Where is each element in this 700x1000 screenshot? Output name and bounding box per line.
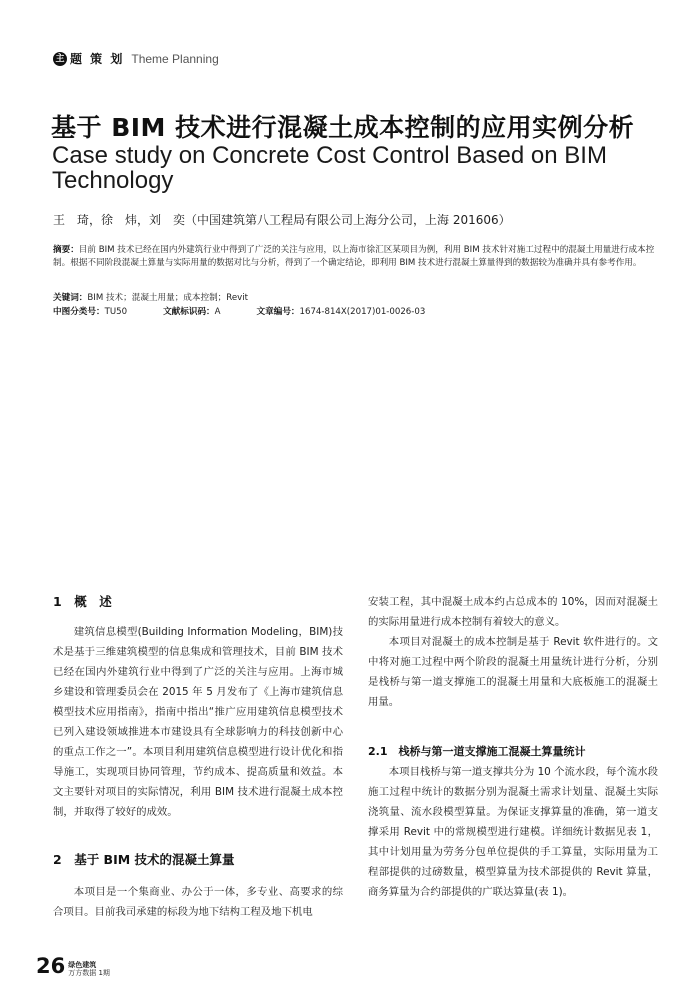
page-footer [36,956,110,977]
section-2-title: 2 基于 BIM 技术的混凝土算量 [53,852,235,867]
author-line: 王 琦，徐 炜，刘 奕（中国建筑第八工程局有限公司上海分公司，上海 201606） [53,213,511,227]
page-number: 26 [36,954,66,978]
classification-line [53,306,425,319]
article-title-en: Case study on Concrete Cost Control Based on BIM Technology [52,142,607,194]
right-column [368,592,658,902]
keywords-label: 关键词： [53,293,88,303]
article-number-value: 1674-814X(2017)01-0026-03 [299,307,426,317]
journal-line-2: 万方数据 1期 [68,969,110,977]
keywords-line [53,292,248,305]
doc-code-label: 文献标识码： [163,307,215,317]
clc-label: 中图分类号： [53,307,105,317]
section-badge-icon: 主 [53,52,67,66]
journal-name [68,961,110,977]
section-2-1-title: 2.1 栈桥与第一道支撑施工混凝土算量统计 [368,745,586,758]
section-label-cn: 题 策 划 [70,52,125,66]
section-header [53,50,219,67]
abstract-label: 摘要： [53,245,79,255]
section-2-paragraph-2: 本项目对混凝土的成本控制是基于 Revit 软件进行的。文中将对施工过程中两个阶段的混凝土用量统计进行分析，分别是栈桥与第一道支撑施工的混凝土用量和大底板施工的混凝土用量。 [368,636,658,708]
section-2-continued-paragraph: 安装工程，其中混凝土成本约占总成本的 10%，因而对混凝土的实际用量进行成本控制有着较大的意义。 [368,596,658,628]
clc-value: TU50 [104,307,128,317]
left-column [53,592,343,922]
doc-code-value: A [214,307,221,317]
section-1-title: 1 概 述 [53,594,112,609]
article-number-label: 文章编号： [256,307,300,317]
keywords-text: BIM 技术；混凝土用量；成本控制；Revit [87,293,248,303]
section-1-paragraph: 建筑信息模型(Building Information Modeling，BIM)技术是基于三维建筑模型的信息集成和管理技术，目前 BIM 技术已经在国内外建筑行业中得到了广泛的关注与应用。上海市城乡建设和管理委员会在 2015 年 5 月发布了《上海市建筑信息模型技术应用指南》，指南中指出“推广应用建筑信息模型技术已列入建设领域推进本市建设具有全球影响力的科技创新中心的重点工作之一”。本项目利用建筑信息模型进行设计优化和指导施工，实现项目协同管理，节约成本、提高质量和效益。本文主要针对项目的实际情况，利用 BIM 技术进行混凝土成本控制，并取得了较好的成效。 [53,626,343,818]
section-label-en: Theme Planning [131,51,219,66]
abstract-text: 目前 BIM 技术已经在国内外建筑行业中得到了广泛的关注与应用，以上海市徐汇区某项目为例，利用 BIM 技术针对施工过程中的混凝土用量进行成本控制。根据不同阶段混凝土算量与实际用量的数据对比与分析，得到了一个确定结论，即利用 BIM 技术进行混凝土算量得到的数据较为准确并具有参考作用。 [53,245,655,268]
article-title-cn: 基于 BIM 技术进行混凝土成本控制的应用实例分析 [51,113,635,142]
section-2-paragraph: 本项目是一个集商业、办公于一体，多专业、高要求的综合项目。目前我司承建的标段为地下结构工程及地下机电 [53,886,343,918]
journal-line-1: 绿色建筑 [68,961,97,969]
abstract [53,244,655,270]
section-2-1-paragraph: 本项目栈桥与第一道支撑共分为 10 个流水段，每个流水段施工过程中统计的数据分别为混凝土需求计划量、混凝土实际浇筑量、流水段模型算量。为保证支撑算量的准确，第一道支撑采用 Revit 中的常规模型进行建模。详细统计数据见表 1，其中计划用量为劳务分包单位提供的手工算量，实际用量为工程部提供的过磅数量，模型算量为技术部提供的 Revit 算量，商务算量为合约部提供的广联达算量(表 1)。 [368,766,658,898]
